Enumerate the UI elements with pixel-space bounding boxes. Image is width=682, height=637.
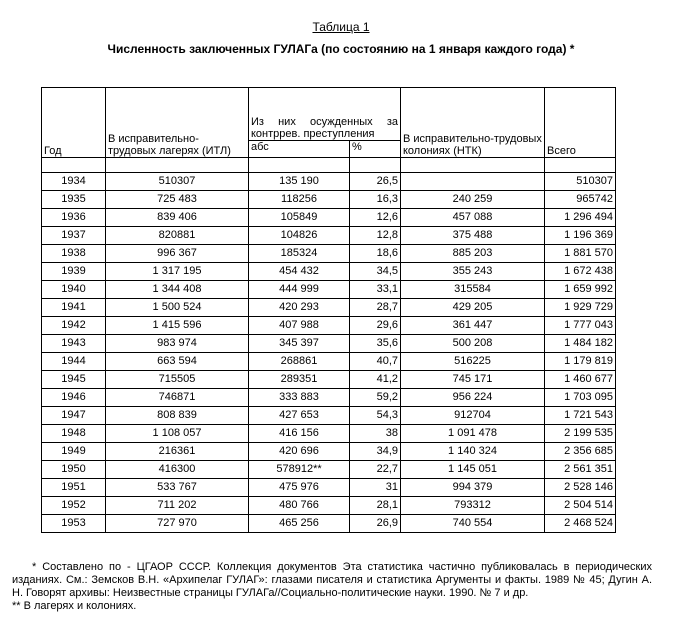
footnote-camps: ** В лагерях и колониях.	[12, 600, 137, 612]
table-number: Таблица 1	[312, 20, 370, 34]
cell-ntk: 994 379	[401, 479, 545, 497]
cell-year: 1947	[42, 407, 106, 425]
cell-year: 1936	[42, 209, 106, 227]
cell-pct: 18,6	[350, 245, 401, 263]
cell-total: 1 460 677	[545, 371, 616, 389]
table-row	[42, 353, 616, 371]
cell-ntk: 375 488	[401, 227, 545, 245]
cell-pct: 22,7	[350, 461, 401, 479]
cell-pct: 35,6	[350, 335, 401, 353]
cell-total: 1 881 570	[545, 245, 616, 263]
cell-abs: 420 696	[249, 443, 350, 461]
cell-ntk: 740 554	[401, 515, 545, 533]
cell-year: 1950	[42, 461, 106, 479]
cell-year: 1940	[42, 281, 106, 299]
table-row	[42, 479, 616, 497]
table-row	[42, 245, 616, 263]
cell-pct: 28,1	[350, 497, 401, 515]
cell-abs: 407 988	[249, 317, 350, 335]
footnotes	[12, 561, 652, 613]
table-row	[42, 227, 616, 245]
cell-year: 1948	[42, 425, 106, 443]
cell-pct: 12,6	[350, 209, 401, 227]
cell-itl: 533 767	[106, 479, 249, 497]
cell-year: 1943	[42, 335, 106, 353]
cell-ntk: 956 224	[401, 389, 545, 407]
cell-ntk: 912704	[401, 407, 545, 425]
table-row	[42, 281, 616, 299]
cell-year: 1953	[42, 515, 106, 533]
cell-ntk: 1 140 324	[401, 443, 545, 461]
cell-abs: 268861	[249, 353, 350, 371]
cell-total: 2 528 146	[545, 479, 616, 497]
cell-ntk: 457 088	[401, 209, 545, 227]
cell-total: 1 703 095	[545, 389, 616, 407]
table-row	[42, 209, 616, 227]
table-title: Численность заключенных ГУЛАГа (по состоянию на 1 января каждого года) *	[107, 42, 575, 56]
cell-year: 1945	[42, 371, 106, 389]
cell-itl: 715505	[106, 371, 249, 389]
cell-year: 1934	[42, 173, 106, 191]
cell-year: 1935	[42, 191, 106, 209]
cell-pct: 26,5	[350, 173, 401, 191]
table-row	[42, 515, 616, 533]
cell-itl: 416300	[106, 461, 249, 479]
cell-abs: 480 766	[249, 497, 350, 515]
cell-pct: 34,9	[350, 443, 401, 461]
cell-itl: 725 483	[106, 191, 249, 209]
table-row	[42, 299, 616, 317]
cell-pct: 54,3	[350, 407, 401, 425]
table-row	[42, 425, 616, 443]
table-row	[42, 497, 616, 515]
table-row	[42, 191, 616, 209]
cell-total: 1 179 819	[545, 353, 616, 371]
cell-ntk: 355 243	[401, 263, 545, 281]
cell-itl: 746871	[106, 389, 249, 407]
cell-pct: 33,1	[350, 281, 401, 299]
cell-itl: 808 839	[106, 407, 249, 425]
cell-pct: 16,3	[350, 191, 401, 209]
header-pct: %	[350, 141, 401, 158]
cell-pct: 28,7	[350, 299, 401, 317]
cell-abs: 454 432	[249, 263, 350, 281]
cell-total: 1 777 043	[545, 317, 616, 335]
cell-pct: 34,5	[350, 263, 401, 281]
cell-itl: 996 367	[106, 245, 249, 263]
header-itl: В исправительно-трудовых лагерях (ИТЛ)	[106, 88, 249, 158]
cell-total: 2 356 685	[545, 443, 616, 461]
prisoners-table	[41, 87, 616, 533]
cell-year: 1938	[42, 245, 106, 263]
cell-year: 1942	[42, 317, 106, 335]
cell-itl: 1 344 408	[106, 281, 249, 299]
cell-itl: 983 974	[106, 335, 249, 353]
cell-abs: 333 883	[249, 389, 350, 407]
cell-abs: 465 256	[249, 515, 350, 533]
cell-itl: 1 317 195	[106, 263, 249, 281]
table-row	[42, 389, 616, 407]
cell-ntk	[401, 173, 545, 191]
table-row	[42, 263, 616, 281]
cell-ntk: 315584	[401, 281, 545, 299]
cell-abs: 118256	[249, 191, 350, 209]
cell-abs: 578912**	[249, 461, 350, 479]
cell-pct: 41,2	[350, 371, 401, 389]
cell-abs: 475 976	[249, 479, 350, 497]
cell-pct: 31	[350, 479, 401, 497]
cell-total: 2 504 514	[545, 497, 616, 515]
cell-ntk: 516225	[401, 353, 545, 371]
cell-year: 1951	[42, 479, 106, 497]
blank-row	[42, 158, 616, 173]
cell-pct: 12,8	[350, 227, 401, 245]
table-row	[42, 173, 616, 191]
cell-itl: 510307	[106, 173, 249, 191]
cell-pct: 29,6	[350, 317, 401, 335]
cell-itl: 663 594	[106, 353, 249, 371]
cell-pct: 38	[350, 425, 401, 443]
table-row	[42, 371, 616, 389]
table-row	[42, 335, 616, 353]
cell-abs: 289351	[249, 371, 350, 389]
table-row	[42, 407, 616, 425]
cell-year: 1949	[42, 443, 106, 461]
cell-abs: 345 397	[249, 335, 350, 353]
table-row	[42, 317, 616, 335]
cell-ntk: 361 447	[401, 317, 545, 335]
cell-itl: 1 108 057	[106, 425, 249, 443]
cell-ntk: 240 259	[401, 191, 545, 209]
cell-year: 1944	[42, 353, 106, 371]
cell-total: 1 672 438	[545, 263, 616, 281]
cell-ntk: 1 145 051	[401, 461, 545, 479]
footnote-source: * Составлено по - ЦГАОР СССР. Коллекция документов Эта статистика частично публиковалась в периодических изданиях. См.: Земсков В.Н. «Архипелаг ГУЛАГ»: глазами писателя и статистика Аргументы и факты. 1989 № 45; Дугин А. Н. Говорят архивы: Неизвестные страницы ГУЛАГа//Социально-политические науки. 1990. № 7 и др.	[12, 561, 652, 599]
cell-ntk: 1 091 478	[401, 425, 545, 443]
header-year: Год	[42, 88, 106, 158]
header-counter-rev: Из них осужденных за контррев. преступления	[249, 88, 401, 141]
cell-total: 1 196 369	[545, 227, 616, 245]
cell-ntk: 745 171	[401, 371, 545, 389]
header-ntk: В исправительно-трудовых колониях (НТК)	[401, 88, 545, 158]
cell-total: 965742	[545, 191, 616, 209]
cell-ntk: 429 205	[401, 299, 545, 317]
cell-total: 1 721 543	[545, 407, 616, 425]
cell-itl: 820881	[106, 227, 249, 245]
cell-year: 1939	[42, 263, 106, 281]
cell-total: 2 561 351	[545, 461, 616, 479]
cell-ntk: 500 208	[401, 335, 545, 353]
cell-pct: 26,9	[350, 515, 401, 533]
header-abs: абс	[249, 141, 350, 158]
cell-pct: 40,7	[350, 353, 401, 371]
cell-year: 1941	[42, 299, 106, 317]
cell-total: 1 659 992	[545, 281, 616, 299]
cell-abs: 105849	[249, 209, 350, 227]
cell-abs: 444 999	[249, 281, 350, 299]
cell-itl: 1 500 524	[106, 299, 249, 317]
cell-itl: 727 970	[106, 515, 249, 533]
cell-ntk: 793312	[401, 497, 545, 515]
cell-abs: 420 293	[249, 299, 350, 317]
cell-abs: 416 156	[249, 425, 350, 443]
table-row	[42, 443, 616, 461]
cell-total: 510307	[545, 173, 616, 191]
cell-abs: 185324	[249, 245, 350, 263]
cell-abs: 135 190	[249, 173, 350, 191]
cell-total: 2 468 524	[545, 515, 616, 533]
header-total: Всего	[545, 88, 616, 158]
cell-itl: 216361	[106, 443, 249, 461]
cell-abs: 427 653	[249, 407, 350, 425]
cell-itl: 1 415 596	[106, 317, 249, 335]
cell-total: 1 929 729	[545, 299, 616, 317]
cell-pct: 59,2	[350, 389, 401, 407]
cell-itl: 711 202	[106, 497, 249, 515]
cell-year: 1946	[42, 389, 106, 407]
cell-total: 1 296 494	[545, 209, 616, 227]
cell-itl: 839 406	[106, 209, 249, 227]
cell-total: 1 484 182	[545, 335, 616, 353]
table-row	[42, 461, 616, 479]
cell-abs: 104826	[249, 227, 350, 245]
cell-year: 1952	[42, 497, 106, 515]
cell-year: 1937	[42, 227, 106, 245]
cell-total: 2 199 535	[545, 425, 616, 443]
cell-ntk: 885 203	[401, 245, 545, 263]
